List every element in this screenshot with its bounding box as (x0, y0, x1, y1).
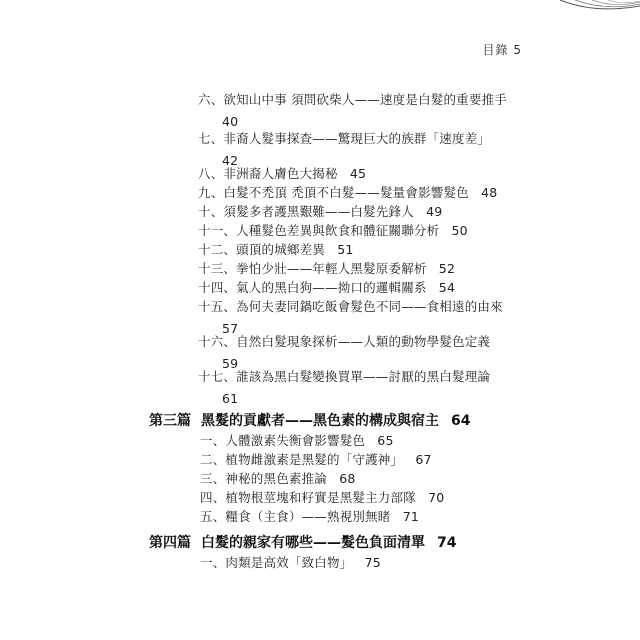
toc-entry-page: 71 (402, 509, 420, 524)
toc-entry[interactable] (198, 164, 538, 184)
toc-entry-title: 一、人體激素失衡會影響髮色 (200, 433, 366, 448)
toc-entry-title: 三、神秘的黑色素推論 (200, 471, 328, 486)
toc-entry-page: 59 (222, 356, 239, 371)
toc-entry[interactable] (200, 469, 540, 489)
toc-entry-page: 48 (481, 185, 498, 200)
toc-entry-page: 49 (426, 204, 443, 219)
part-label: 第四篇 (149, 535, 191, 551)
toc-entry[interactable] (198, 278, 538, 298)
toc-entry[interactable] (200, 431, 540, 451)
toc-entry-page: 65 (377, 433, 394, 448)
toc-entry[interactable] (198, 221, 538, 241)
toc-entry-title: 十六、自然白髮現象探析——人類的動物學髮色定義 (198, 334, 491, 349)
toc-entry-page: 61 (222, 391, 239, 406)
toc-entry-page: 40 (222, 114, 239, 129)
toc-entry-page: 52 (438, 261, 456, 276)
toc-entry[interactable] (200, 507, 540, 527)
toc-entry-title: 二、植物雌激素是黑髮的「守護神」 (200, 452, 404, 467)
toc-entry-title: 五、糧食（主食）——熟視別無睹 (200, 509, 391, 524)
toc-entry-title: 七、非裔人髮事探查——驚現巨大的族群「速度差」 (198, 131, 491, 146)
toc-entry-page: 75 (364, 555, 381, 570)
toc-entry-title: 一、肉類是高效「致白物」 (200, 555, 353, 570)
toc-entry-title: 六、欲知山中事 須問砍柴人——速度是白髮的重要推手 (198, 92, 507, 107)
page-curl-decoration (500, 0, 640, 24)
toc-entry[interactable] (198, 183, 538, 203)
toc-entry[interactable] (198, 240, 538, 260)
part-page: 64 (451, 413, 471, 429)
toc-entry-title: 八、非洲裔人膚色大揭秘 (198, 166, 338, 181)
toc-entry-title: 十一、人種髮色差異與飲食和體征關聯分析 (198, 223, 440, 238)
toc-entry-page: 51 (337, 242, 354, 257)
part-heading-four[interactable] (149, 532, 469, 554)
toc-entry-title: 十、須髮多者護黑艱難——白髮先鋒人 (198, 204, 414, 219)
toc-entry[interactable] (198, 90, 538, 132)
toc-entry-title: 十五、為何夫妻同鍋吃飯會髮色不同——食相遠的由來 (198, 299, 503, 314)
toc-entry[interactable] (198, 202, 538, 222)
toc-entry-title: 十七、誰該為黑白髮變換買單——討厭的黑白髮理論 (198, 369, 491, 384)
toc-entry[interactable] (198, 367, 538, 409)
toc-entry[interactable] (198, 259, 538, 279)
toc-entry-page: 54 (438, 280, 456, 295)
part-page: 74 (437, 535, 457, 551)
toc-entry-title: 九、白髮不禿頂 禿頂不白髮——髮量會影響髮色 (198, 185, 469, 200)
running-head: 目錄 5 (482, 43, 522, 57)
toc-entry-page: 50 (451, 223, 468, 238)
toc-entry-title: 十三、拳怕少壯——年輕人黑髮原委解析 (198, 261, 427, 276)
part-heading-three[interactable] (149, 410, 469, 432)
toc-entry-page: 67 (415, 452, 432, 467)
toc-entry[interactable] (200, 553, 540, 573)
toc-entry-title: 四、植物根莖塊和籽實是黑髮主力部隊 (200, 490, 416, 505)
toc-entry-page: 70 (428, 490, 445, 505)
toc-entry-page: 42 (222, 153, 239, 168)
part-label: 第三篇 (149, 413, 191, 429)
part-title: 黑髮的貢獻者——黑色素的構成與宿主 (201, 413, 439, 429)
toc-entry[interactable] (200, 450, 540, 470)
toc-entry-title: 十二、頭頂的城鄉差異 (198, 242, 326, 257)
toc-entry-title: 十四、氣人的黑白狗——拗口的邏輯關系 (198, 280, 427, 295)
part-title: 白髮的親家有哪些——髮色負面清單 (201, 535, 425, 551)
toc-entry-page: 57 (222, 321, 239, 336)
toc-entry-page: 68 (339, 471, 356, 486)
toc-entry[interactable] (200, 488, 540, 508)
toc-entry-page: 45 (349, 166, 367, 181)
